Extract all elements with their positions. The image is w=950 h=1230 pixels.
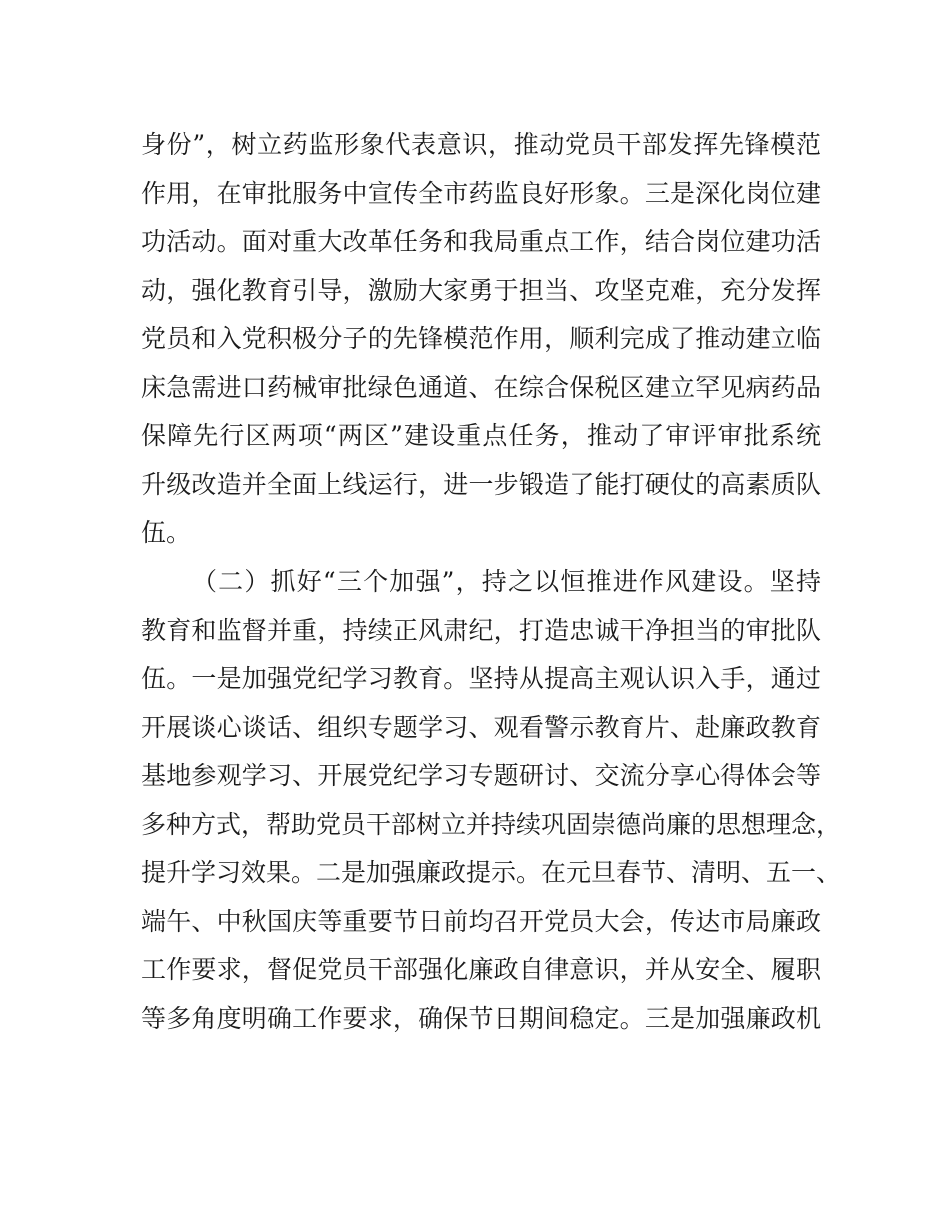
section-heading-line: （二）抓好“三个加强”，持之以恒推进作风建设。坚持 [192,567,821,596]
paragraph-line: 身份”，树立药监形象代表意识，推动党员干部发挥先锋模范 [141,130,821,159]
paragraph-line: 党员和入党积极分子的先锋模范作用，顺利完成了推动建立临 [141,324,821,353]
paragraph-line: 床急需进口药械审批绿色通道、在综合保税区建立罕见病药品 [141,372,821,402]
paragraph-line: 端午、中秋国庆等重要节日前均召开党员大会，传达市局廉政 [141,906,821,936]
paragraph-line: 多种方式，帮助党员干部树立并持续巩固崇德尚廉的思想理念， [141,809,842,839]
paragraph-line: 功活动。面对重大改革任务和我局重点工作，结合岗位建功活 [141,227,821,256]
paragraph-line: 动，强化教育引导，激励大家勇于担当、攻坚克难，充分发挥 [141,275,821,305]
paragraph-line: 开展谈心谈话、组织专题学习、观看警示教育片、赴廉政教育 [141,712,821,742]
paragraph-line: 等多角度明确工作要求，确保节日期间稳定。三是加强廉政机 [141,1003,821,1033]
paragraph-line: 保障先行区两项“两区”建设重点任务，推动了审评审批系统 [141,421,821,450]
paragraph-line: 作用，在审批服务中宣传全市药监良好形象。三是深化岗位建 [141,178,821,208]
paragraph-line: 伍。 [141,518,192,547]
paragraph-1 [141,121,821,558]
paragraph-line: 升级改造并全面上线运行，进一步锻造了能打硬仗的高素质队 [141,469,821,499]
paragraph-2 [141,558,842,1043]
paragraph-line: 提升学习效果。二是加强廉政提示。在元旦春节、清明、五一、 [141,858,842,887]
paragraph-line: 教育和监督并重，持续正风肃纪，打造忠诚干净担当的审批队 [141,615,821,645]
paragraph-line: 基地参观学习、开展党纪学习专题研讨、交流分享心得体会等 [141,761,821,790]
paragraph-line: 工作要求，督促党员干部强化廉政自律意识，并从安全、履职 [141,955,821,984]
paragraph-line: 伍。一是加强党纪学习教育。坚持从提高主观认识入手，通过 [141,664,821,693]
